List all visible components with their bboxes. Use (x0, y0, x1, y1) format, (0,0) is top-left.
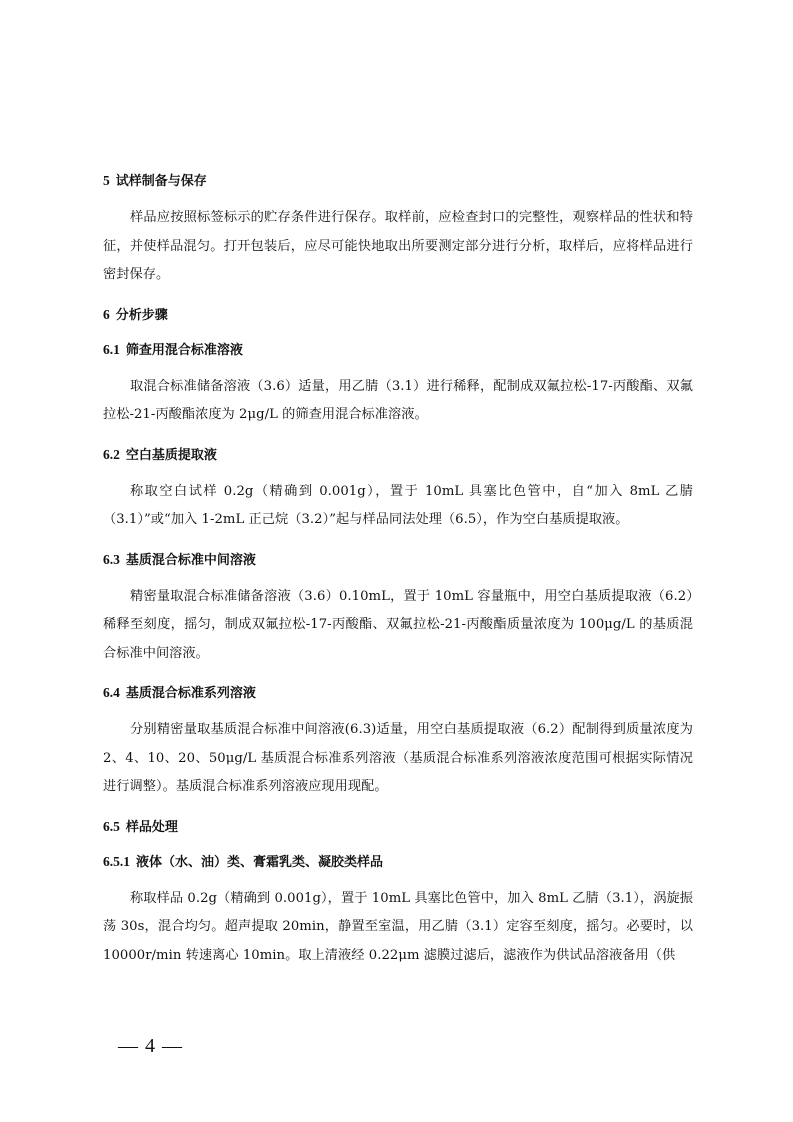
section-title: 基质混合标准中间溶液 (125, 552, 256, 568)
section-5-heading (103, 171, 693, 192)
section-title: 液体（水、油）类、膏霜乳类、凝胶类样品 (136, 854, 384, 870)
section-number: 6.1 (103, 341, 120, 357)
section-6-1-paragraph: 取混合标准储备溶液（3.6）适量，用乙腈（3.1）进行稀释，配制成双氟拉松-17-丙酸酯、双氟拉松-21-丙酸酯浓度为 2μg/L 的筛查用混合标准溶液。 (103, 378, 693, 422)
section-6-5-1-paragraph: 称取样品 0.2g（精确到 0.001g），置于 10mL 具塞比色管中，加入 8mL 乙腈（3.1），涡旋振荡 30s，混合均匀。超声提取 20min，静置至室温，用乙腈（3.1）定容至刻度，摇匀。必要时，以 10000r/min 转速离心 10min。取上清液经 0.22μm 滤膜过滤后，滤液作为供试品溶液备用（供 (103, 890, 693, 963)
section-title: 样品处理 (125, 819, 178, 835)
section-6-3-paragraph: 精密量取混合标准储备溶液（3.6）0.10mL，置于 10mL 容量瓶中，用空白基质提取液（6.2）稀释至刻度，摇匀，制成双氟拉松-17-丙酸酯、双氟拉松-21-丙酸酯质量浓度为 100μg/L 的基质混合标准中间溶液。 (103, 588, 693, 661)
section-5-paragraph: 样品应按照标签标示的贮存条件进行保存。取样前，应检查封口的完整性，观察样品的性状和特征，并使样品混匀。打开包装后，应尽可能快地取出所要测定部分进行分析，取样后，应将样品进行密封保存。 (103, 210, 693, 282)
section-title: 空白基质提取液 (125, 447, 217, 463)
section-title: 试样制备与保存 (115, 174, 207, 189)
section-title: 基质混合标准系列溶液 (125, 686, 256, 701)
section-6-heading (103, 305, 693, 326)
section-title: 分析步骤 (115, 307, 168, 323)
section-6-4-paragraph: 分别精密量取基质混合标准中间溶液(6.3)适量，用空白基质提取液（6.2）配制得到质量浓度为 2、4、10、20、50μg/L 基质混合标准系列溶液（基质混合标准系列溶液浓度范围可根据实际情况进行调整）。基质混合标准系列溶液应现用现配。 (103, 722, 693, 794)
section-number: 6.4 (103, 685, 120, 700)
section-6-1-heading (103, 340, 693, 361)
section-6-3-heading (103, 550, 693, 571)
section-number: 5 (103, 173, 110, 188)
section-6-2-heading (103, 445, 693, 466)
section-number: 6.5 (103, 818, 120, 834)
section-6-5-heading (103, 817, 693, 838)
document-body (103, 171, 693, 970)
section-number: 6.5.1 (103, 853, 130, 869)
section-6-4-heading (103, 683, 693, 704)
section-number: 6.2 (103, 446, 120, 462)
section-6-2-paragraph: 称取空白试样 0.2g（精确到 0.001g），置于 10mL 具塞比色管中，自“加入 8mL 乙腈（3.1）”或“加入 1-2mL 正己烷（3.2）”起与样品同法处理（6.5），作为空白基质提取液。 (103, 483, 693, 527)
section-title: 筛查用混合标准溶液 (125, 342, 243, 358)
section-number: 6 (103, 306, 110, 322)
section-6-5-1-heading (103, 852, 693, 873)
section-number: 6.3 (103, 551, 120, 567)
page-number: — 4 — (118, 1035, 183, 1057)
